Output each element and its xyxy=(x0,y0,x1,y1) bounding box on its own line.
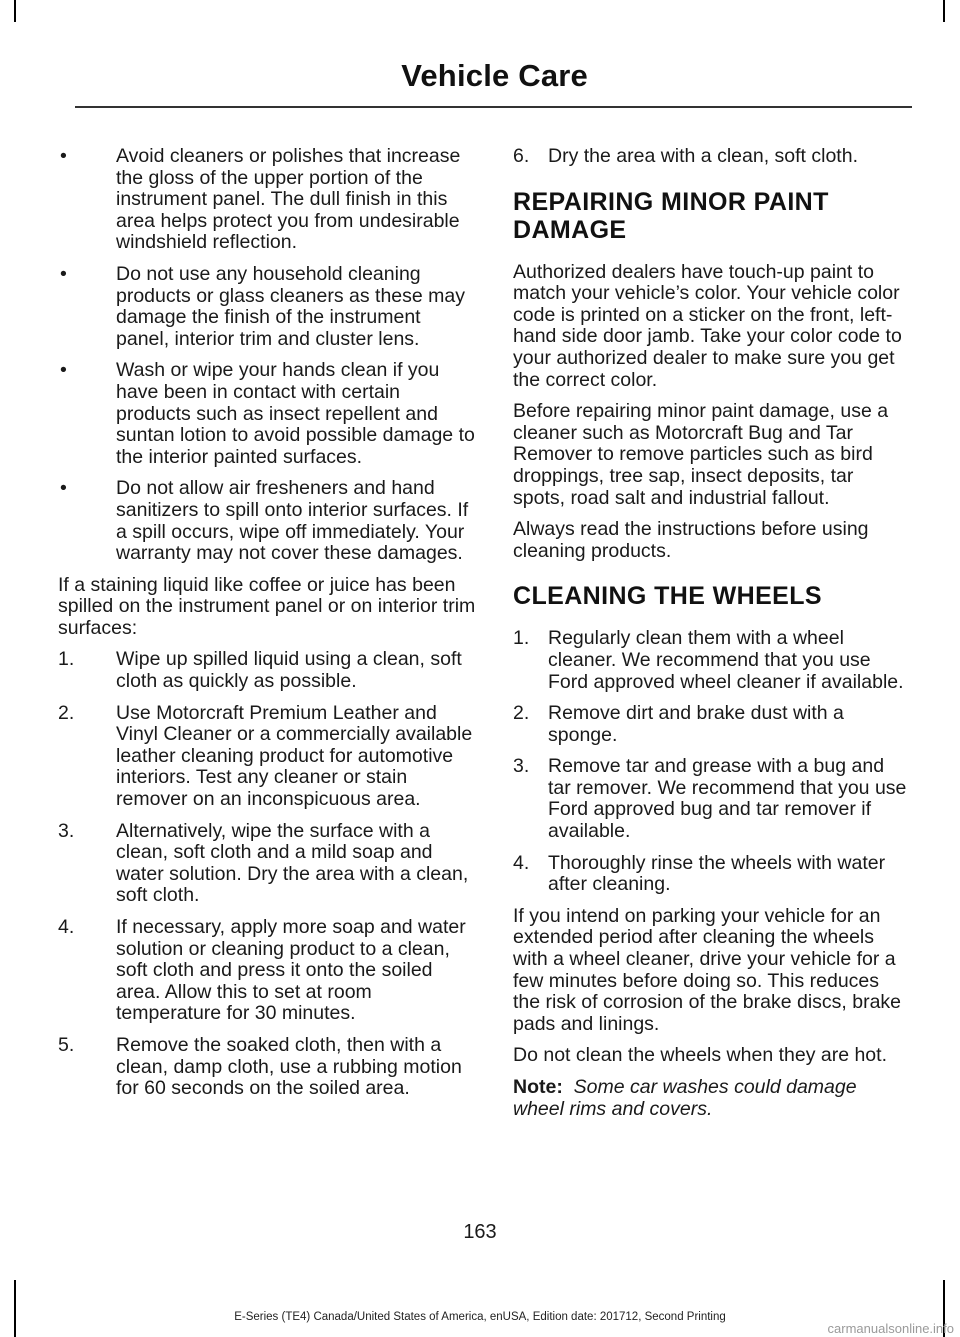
step-text: Regularly clean them with a wheel cleaner. We recommend that you use Ford approved wheel cleaner if available. xyxy=(548,627,904,693)
section-heading-wheels: CLEANING THE WHEELS xyxy=(513,582,822,611)
bullet-text: Do not allow air fresheners and hand sanitizers to spill onto interior surfaces. If a spill occurs, wipe off immediately. Your warranty may not cover these damages. xyxy=(116,477,469,565)
edition-footer: E-Series (TE4) Canada/United States of America, enUSA, Edition date: 201712, Second Printing xyxy=(234,1311,726,1323)
bullet-marker: • xyxy=(60,262,67,285)
right-column xyxy=(513,146,909,1130)
step-number: 2. xyxy=(58,701,75,724)
page-number: 163 xyxy=(463,1221,497,1243)
spill-step xyxy=(58,821,476,907)
note-text: Some car washes could damage wheel rims and covers. xyxy=(513,1076,857,1120)
step-text: Remove the soaked cloth, then with a clean, damp cloth, use a rubbing motion for 60 seconds on the soiled area. xyxy=(116,1033,462,1100)
page-header-title: Vehicle Care xyxy=(401,58,588,93)
wheels-paragraph: If you intend on parking your vehicle for an extended period after cleaning the wheels with a wheel cleaner, drive your vehicle for a few minutes before doing so. This reduces the risk of corrosion of the brake discs, brake pads and linings. xyxy=(513,904,902,1035)
left-column xyxy=(58,146,476,1110)
header-rule xyxy=(75,106,912,108)
step-number: 4. xyxy=(58,916,75,938)
bullet-marker: • xyxy=(60,145,67,167)
note-label: Note: xyxy=(513,1076,563,1098)
bullet-marker: • xyxy=(60,359,67,382)
spill-step xyxy=(58,917,476,1025)
step-text: Use Motorcraft Premium Leather and Vinyl Cleaner or a commercially available leather cleaning product for automotive interiors. Test any cleaner or stain remover on an inconspicuous area. xyxy=(116,701,473,811)
step-number: 3. xyxy=(513,755,530,778)
paint-paragraph: Before repairing minor paint damage, use a cleaner such as Motorcraft Bug and Tar Remover to remove particles such as bird droppings, tree sap, insect deposits, tar spots, road salt and industrial fallout. xyxy=(513,400,889,509)
step-text: Thoroughly rinse the wheels with water after cleaning. xyxy=(548,851,886,896)
crop-mark-top-left xyxy=(14,0,16,22)
step-number: 1. xyxy=(58,648,75,671)
step-text: Dry the area with a clean, soft cloth. xyxy=(548,145,858,167)
spill-step xyxy=(58,703,476,811)
bullet-item xyxy=(58,146,476,254)
watermark: carmanualsonline.info xyxy=(827,1321,954,1336)
wheel-step xyxy=(513,703,909,746)
step-text: Remove dirt and brake dust with a sponge. xyxy=(548,702,844,746)
bullet-item xyxy=(58,360,476,468)
crop-mark-bottom-left xyxy=(14,1280,16,1337)
step-number: 3. xyxy=(58,819,75,842)
bullet-item xyxy=(58,478,476,564)
bullet-item xyxy=(58,264,476,350)
spill-step xyxy=(513,146,909,168)
bullet-text: Wash or wipe your hands clean if you have been in contact with certain products such as insect repellent and suntan lotion to avoid possible damage to the interior painted surfaces. xyxy=(116,359,475,468)
bullet-marker: • xyxy=(60,477,67,500)
crop-mark-top-right xyxy=(943,0,945,22)
spill-intro-paragraph: If a staining liquid like coffee or juice has been spilled on the instrument panel or on interior trim surfaces: xyxy=(58,573,476,639)
step-text: Wipe up spilled liquid using a clean, soft cloth as quickly as possible. xyxy=(116,648,462,693)
step-number: 5. xyxy=(58,1033,75,1056)
wheel-step xyxy=(513,628,909,693)
spill-step xyxy=(58,1035,476,1100)
step-text: If necessary, apply more soap and water solution or cleaning product to a clean, soft cloth and press it onto the soiled area. Allow this to set at room temperature for 30 minutes. xyxy=(116,916,466,1025)
bullet-text: Avoid cleaners or polishes that increase the gloss of the upper portion of the instrument panel. The dull finish in this area helps protect you from undesirable windshield reflection. xyxy=(116,145,461,254)
bullet-text: Do not use any household cleaning products or glass cleaners as these may damage the finish of the instrument panel, interior trim and cluster lens. xyxy=(116,262,466,350)
section-heading-paint: REPAIRING MINOR PAINT DAMAGE xyxy=(513,187,829,244)
step-number: 6. xyxy=(513,145,530,167)
wheel-step xyxy=(513,853,909,896)
wheels-paragraph: Do not clean the wheels when they are hot. xyxy=(513,1044,887,1067)
spill-step xyxy=(58,649,476,692)
paint-paragraph: Always read the instructions before using cleaning products. xyxy=(513,518,869,562)
step-number: 1. xyxy=(513,627,530,650)
step-text: Alternatively, wipe the surface with a clean, soft cloth and a mild soap and water solution. Dry the area with a clean, soft cloth. xyxy=(116,819,469,907)
step-number: 4. xyxy=(513,851,530,874)
paint-paragraph: Authorized dealers have touch-up paint to match your vehicle’s color. Your vehicle color code is printed on a sticker on the front, left-hand side door jamb. Take your color code to your authorized dealer to make sure you get the correct color. xyxy=(513,260,902,391)
wheel-step xyxy=(513,756,909,842)
step-text: Remove tar and grease with a bug and tar remover. We recommend that you use Ford approved bug and tar remover if available. xyxy=(548,755,907,843)
step-number: 2. xyxy=(513,702,530,725)
note xyxy=(513,1077,909,1120)
